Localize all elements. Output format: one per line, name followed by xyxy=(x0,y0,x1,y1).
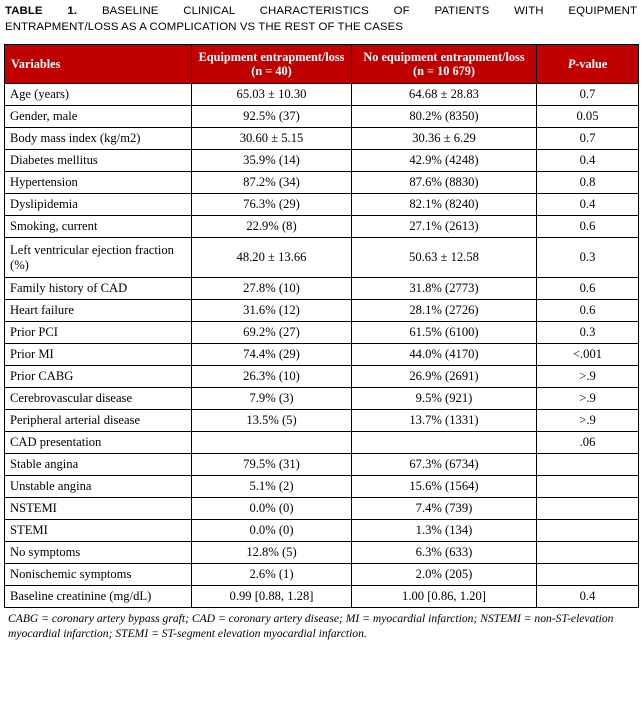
cell-equipment-entrapment: 0.0% (0) xyxy=(192,520,352,542)
cell-variable: Prior CABG xyxy=(5,366,192,388)
table-row xyxy=(5,106,639,128)
cell-p-value: .06 xyxy=(537,432,639,454)
cell-equipment-entrapment: 87.2% (34) xyxy=(192,172,352,194)
cell-no-equipment-entrapment: 26.9% (2691) xyxy=(352,366,537,388)
cell-equipment-entrapment: 48.20 ± 13.66 xyxy=(192,238,352,278)
cell-p-value: 0.6 xyxy=(537,300,639,322)
table-row xyxy=(5,498,639,520)
table-header xyxy=(5,45,639,84)
table-caption-line-1-text: BASELINE CLINICAL CHARACTERISTICS OF PATIENTS WITH EQUIPMENT xyxy=(101,5,637,17)
cell-no-equipment-entrapment: 7.4% (739) xyxy=(352,498,537,520)
column-header-variables: Variables xyxy=(5,45,192,84)
cell-equipment-entrapment xyxy=(192,432,352,454)
cell-variable: Age (years) xyxy=(5,84,192,106)
table-row xyxy=(5,476,639,498)
cell-equipment-entrapment: 22.9% (8) xyxy=(192,216,352,238)
table-row xyxy=(5,322,639,344)
cell-no-equipment-entrapment: 1.3% (134) xyxy=(352,520,537,542)
cell-variable: Dyslipidemia xyxy=(5,194,192,216)
cell-p-value: >.9 xyxy=(537,410,639,432)
table-row xyxy=(5,410,639,432)
cell-variable: Smoking, current xyxy=(5,216,192,238)
cell-variable: Peripheral arterial disease xyxy=(5,410,192,432)
cell-equipment-entrapment: 76.3% (29) xyxy=(192,194,352,216)
column-header-p-value xyxy=(537,45,639,84)
table-row xyxy=(5,564,639,586)
cell-no-equipment-entrapment: 2.0% (205) xyxy=(352,564,537,586)
cell-variable: Nonischemic symptoms xyxy=(5,564,192,586)
cell-no-equipment-entrapment: 30.36 ± 6.29 xyxy=(352,128,537,150)
cell-equipment-entrapment: 92.5% (37) xyxy=(192,106,352,128)
table-row xyxy=(5,344,639,366)
cell-variable: Family history of CAD xyxy=(5,278,192,300)
cell-no-equipment-entrapment: 6.3% (633) xyxy=(352,542,537,564)
cell-equipment-entrapment: 31.6% (12) xyxy=(192,300,352,322)
table-row xyxy=(5,454,639,476)
baseline-characteristics-table xyxy=(4,44,639,608)
table-caption-line-2: ENTRAPMENT/LOSS AS A COMPLICATION VS THE REST OF THE CASES xyxy=(5,20,404,33)
cell-variable: Heart failure xyxy=(5,300,192,322)
table-header-row xyxy=(5,45,639,84)
table-row xyxy=(5,150,639,172)
cell-equipment-entrapment: 12.8% (5) xyxy=(192,542,352,564)
cell-no-equipment-entrapment: 15.6% (1564) xyxy=(352,476,537,498)
table-row xyxy=(5,586,639,608)
cell-p-value: 0.7 xyxy=(537,128,639,150)
cell-variable: NSTEMI xyxy=(5,498,192,520)
table-row xyxy=(5,128,639,150)
table-caption xyxy=(4,4,638,35)
cell-no-equipment-entrapment: 27.1% (2613) xyxy=(352,216,537,238)
table-row xyxy=(5,366,639,388)
cell-p-value: >.9 xyxy=(537,388,639,410)
cell-variable: No symptoms xyxy=(5,542,192,564)
cell-p-value xyxy=(537,454,639,476)
cell-p-value: 0.4 xyxy=(537,586,639,608)
cell-p-value: 0.6 xyxy=(537,278,639,300)
table-body xyxy=(5,84,639,608)
cell-no-equipment-entrapment: 87.6% (8830) xyxy=(352,172,537,194)
column-header-equipment-title: Equipment entrapment/loss xyxy=(198,50,345,64)
cell-variable: Left ventricular ejection fraction (%) xyxy=(5,238,192,278)
cell-p-value xyxy=(537,498,639,520)
cell-no-equipment-entrapment: 31.8% (2773) xyxy=(352,278,537,300)
cell-p-value xyxy=(537,564,639,586)
cell-p-value: 0.6 xyxy=(537,216,639,238)
cell-variable: Prior MI xyxy=(5,344,192,366)
column-header-no-equipment-n: (n = 10 679) xyxy=(412,64,475,78)
cell-equipment-entrapment: 79.5% (31) xyxy=(192,454,352,476)
cell-p-value: >.9 xyxy=(537,366,639,388)
cell-variable: Body mass index (kg/m2) xyxy=(5,128,192,150)
table-row xyxy=(5,84,639,106)
column-header-no-equipment-entrapment xyxy=(352,45,537,84)
table-footnote: CABG = coronary artery bypass graft; CAD = coronary artery disease; MI = myocardial infarction; NSTEMI = non-ST-elevation myocardial infarction; STEMI = ST-segment elevation myocardial infarction. xyxy=(8,612,614,640)
table-row xyxy=(5,238,639,278)
cell-variable: Cerebrovascular disease xyxy=(5,388,192,410)
cell-variable: Stable angina xyxy=(5,454,192,476)
cell-equipment-entrapment: 65.03 ± 10.30 xyxy=(192,84,352,106)
cell-variable: Hypertension xyxy=(5,172,192,194)
cell-no-equipment-entrapment: 13.7% (1331) xyxy=(352,410,537,432)
cell-no-equipment-entrapment: 28.1% (2726) xyxy=(352,300,537,322)
cell-variable: Baseline creatinine (mg/dL) xyxy=(5,586,192,608)
cell-p-value: 0.8 xyxy=(537,172,639,194)
cell-variable: Diabetes mellitus xyxy=(5,150,192,172)
table-row xyxy=(5,278,639,300)
cell-no-equipment-entrapment: 80.2% (8350) xyxy=(352,106,537,128)
cell-p-value: 0.3 xyxy=(537,238,639,278)
cell-p-value: 0.7 xyxy=(537,84,639,106)
table-row xyxy=(5,216,639,238)
table-row xyxy=(5,300,639,322)
column-header-no-equipment-title: No equipment entrapment/loss xyxy=(363,50,525,64)
table-row xyxy=(5,520,639,542)
cell-no-equipment-entrapment: 1.00 [0.86, 1.20] xyxy=(352,586,537,608)
column-header-equipment-n: (n = 40) xyxy=(251,64,292,78)
cell-equipment-entrapment: 0.99 [0.88, 1.28] xyxy=(192,586,352,608)
cell-no-equipment-entrapment: 61.5% (6100) xyxy=(352,322,537,344)
cell-p-value: <.001 xyxy=(537,344,639,366)
column-header-equipment-entrapment xyxy=(192,45,352,84)
table-row xyxy=(5,194,639,216)
cell-equipment-entrapment: 0.0% (0) xyxy=(192,498,352,520)
table-number-label: TABLE 1. xyxy=(5,5,78,17)
table-caption-line-1 xyxy=(5,4,637,20)
p-value-italic-p: P xyxy=(567,57,576,71)
p-value-suffix: -value xyxy=(575,57,608,71)
cell-p-value: 0.3 xyxy=(537,322,639,344)
cell-equipment-entrapment: 5.1% (2) xyxy=(192,476,352,498)
cell-equipment-entrapment: 35.9% (14) xyxy=(192,150,352,172)
cell-no-equipment-entrapment: 42.9% (4248) xyxy=(352,150,537,172)
cell-variable: Unstable angina xyxy=(5,476,192,498)
cell-no-equipment-entrapment: 67.3% (6734) xyxy=(352,454,537,476)
table-row xyxy=(5,432,639,454)
cell-equipment-entrapment: 74.4% (29) xyxy=(192,344,352,366)
table-row xyxy=(5,542,639,564)
cell-p-value: 0.4 xyxy=(537,194,639,216)
cell-equipment-entrapment: 27.8% (10) xyxy=(192,278,352,300)
cell-equipment-entrapment: 2.6% (1) xyxy=(192,564,352,586)
table-row xyxy=(5,388,639,410)
cell-p-value xyxy=(537,520,639,542)
cell-no-equipment-entrapment xyxy=(352,432,537,454)
cell-no-equipment-entrapment: 82.1% (8240) xyxy=(352,194,537,216)
table-row xyxy=(5,172,639,194)
cell-no-equipment-entrapment: 64.68 ± 28.83 xyxy=(352,84,537,106)
cell-equipment-entrapment: 13.5% (5) xyxy=(192,410,352,432)
cell-variable: STEMI xyxy=(5,520,192,542)
cell-equipment-entrapment: 26.3% (10) xyxy=(192,366,352,388)
cell-p-value: 0.4 xyxy=(537,150,639,172)
cell-no-equipment-entrapment: 50.63 ± 12.58 xyxy=(352,238,537,278)
cell-variable: Gender, male xyxy=(5,106,192,128)
cell-equipment-entrapment: 30.60 ± 5.15 xyxy=(192,128,352,150)
cell-equipment-entrapment: 69.2% (27) xyxy=(192,322,352,344)
cell-no-equipment-entrapment: 9.5% (921) xyxy=(352,388,537,410)
cell-variable: CAD presentation xyxy=(5,432,192,454)
cell-equipment-entrapment: 7.9% (3) xyxy=(192,388,352,410)
cell-p-value xyxy=(537,476,639,498)
cell-variable: Prior PCI xyxy=(5,322,192,344)
cell-p-value: 0.05 xyxy=(537,106,639,128)
cell-p-value xyxy=(537,542,639,564)
cell-no-equipment-entrapment: 44.0% (4170) xyxy=(352,344,537,366)
